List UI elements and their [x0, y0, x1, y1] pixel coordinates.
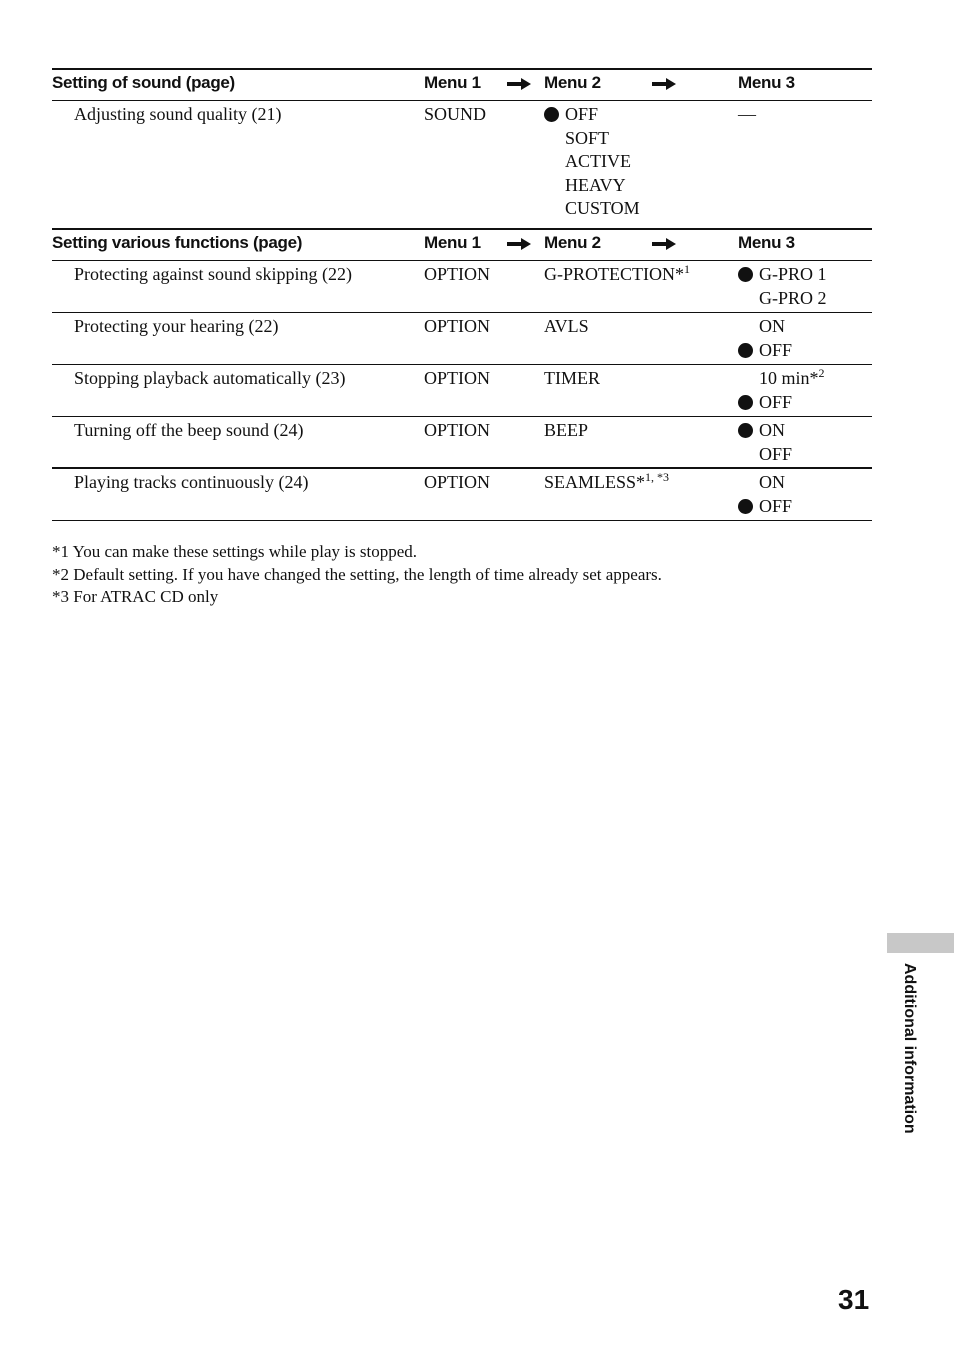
table-row [52, 101, 872, 230]
option-label: ON [759, 472, 785, 492]
option-label: ON [759, 316, 785, 336]
table-row [52, 417, 872, 469]
menu3-cell [738, 315, 792, 362]
menu2-label: SEAMLESS* [544, 472, 646, 492]
option-item [738, 443, 792, 467]
menu2-label: G-PROTECTION* [544, 264, 684, 284]
menu1-cell: OPTION [424, 316, 490, 336]
menu1-header: Menu 1 [424, 233, 481, 252]
menu1-header: Menu 1 [424, 73, 481, 92]
option-item [738, 287, 827, 311]
table-title: Setting various functions (page) [52, 233, 303, 252]
option-item [544, 197, 640, 221]
menu3-cell [738, 367, 825, 414]
option-item [738, 339, 792, 363]
right-arrow-icon [652, 78, 676, 90]
right-arrow-icon [507, 238, 531, 250]
option-label: HEAVY [565, 174, 626, 195]
option-label: OFF [759, 495, 793, 516]
option-item [738, 471, 792, 495]
filled-circle-icon [738, 267, 753, 282]
footnote-ref: 1, *3 [645, 470, 670, 484]
menu1-cell: OPTION [424, 472, 490, 492]
function-cell: Playing tracks continuously (24) [74, 472, 309, 492]
menu2-cell: AVLS [544, 316, 589, 336]
footnote-ref: 2 [818, 366, 825, 380]
section-tab-marker [887, 933, 954, 953]
option-item [544, 150, 640, 174]
option-label: G-PRO 2 [759, 287, 827, 308]
menu3-cell: — [738, 104, 756, 124]
option-label: G-PRO 1 [759, 264, 827, 284]
menu1-cell: SOUND [424, 104, 487, 124]
option-item [738, 419, 792, 443]
page-number: 31 [838, 1284, 870, 1315]
table-header [52, 228, 872, 261]
function-cell: Protecting your hearing (22) [74, 316, 279, 336]
option-label: ON [759, 420, 785, 440]
footnote-ref: 1 [684, 262, 690, 276]
menu1-cell: OPTION [424, 420, 490, 440]
option-label: OFF [759, 443, 793, 464]
option-item [544, 103, 640, 127]
option-label: OFF [565, 104, 599, 124]
menu2-header: Menu 2 [544, 73, 601, 92]
option-label: 10 min* [759, 368, 819, 388]
menu3-cell [738, 419, 792, 466]
menu2-header: Menu 2 [544, 233, 601, 252]
menu3-cell [738, 263, 827, 310]
filled-circle-icon [738, 343, 753, 358]
table-row [52, 313, 872, 365]
option-label: OFF [759, 339, 793, 360]
function-settings-table [52, 228, 872, 521]
filled-circle-icon [738, 499, 753, 514]
menu2-cell [544, 263, 690, 287]
option-item [738, 315, 792, 339]
filled-circle-icon [738, 395, 753, 410]
footnote: *1 You can make these settings while play is stopped. [52, 542, 417, 561]
option-item [544, 127, 640, 151]
option-item [738, 391, 825, 415]
footnote: *3 For ATRAC CD only [52, 587, 219, 606]
option-label: OFF [759, 391, 793, 412]
option-label: CUSTOM [565, 198, 640, 218]
menu2-cell [544, 471, 669, 495]
menu1-cell: OPTION [424, 264, 490, 284]
table-row [52, 469, 872, 521]
sound-settings-table [52, 68, 872, 230]
right-arrow-icon [507, 78, 531, 90]
option-label: SOFT [565, 127, 610, 148]
option-label: ACTIVE [565, 151, 631, 171]
menu2-cell [544, 103, 640, 221]
menu3-header: Menu 3 [738, 73, 795, 92]
function-cell: Stopping playback automatically (23) [74, 368, 346, 388]
table-title: Setting of sound (page) [52, 73, 235, 92]
function-cell: Adjusting sound quality (21) [74, 104, 282, 124]
function-cell: Turning off the beep sound (24) [74, 420, 304, 440]
menu3-cell [738, 471, 792, 518]
filled-circle-icon [738, 423, 753, 438]
table-row [52, 365, 872, 417]
footnote: *2 Default setting. If you have changed the setting, the length of time already set appears. [52, 564, 662, 584]
function-cell: Protecting against sound skipping (22) [74, 264, 352, 284]
section-tab-label: Additional information [901, 963, 918, 1134]
menu1-cell: OPTION [424, 368, 490, 388]
option-item [738, 367, 825, 391]
table-header [52, 68, 872, 101]
right-arrow-icon [652, 238, 676, 250]
option-item [738, 263, 827, 287]
menu2-cell: BEEP [544, 420, 589, 440]
option-item [544, 174, 640, 198]
table-row [52, 261, 872, 313]
filled-circle-icon [544, 107, 559, 122]
menu2-cell: TIMER [544, 368, 600, 388]
option-item [738, 495, 792, 519]
menu3-header: Menu 3 [738, 233, 795, 252]
footnotes [52, 541, 662, 609]
